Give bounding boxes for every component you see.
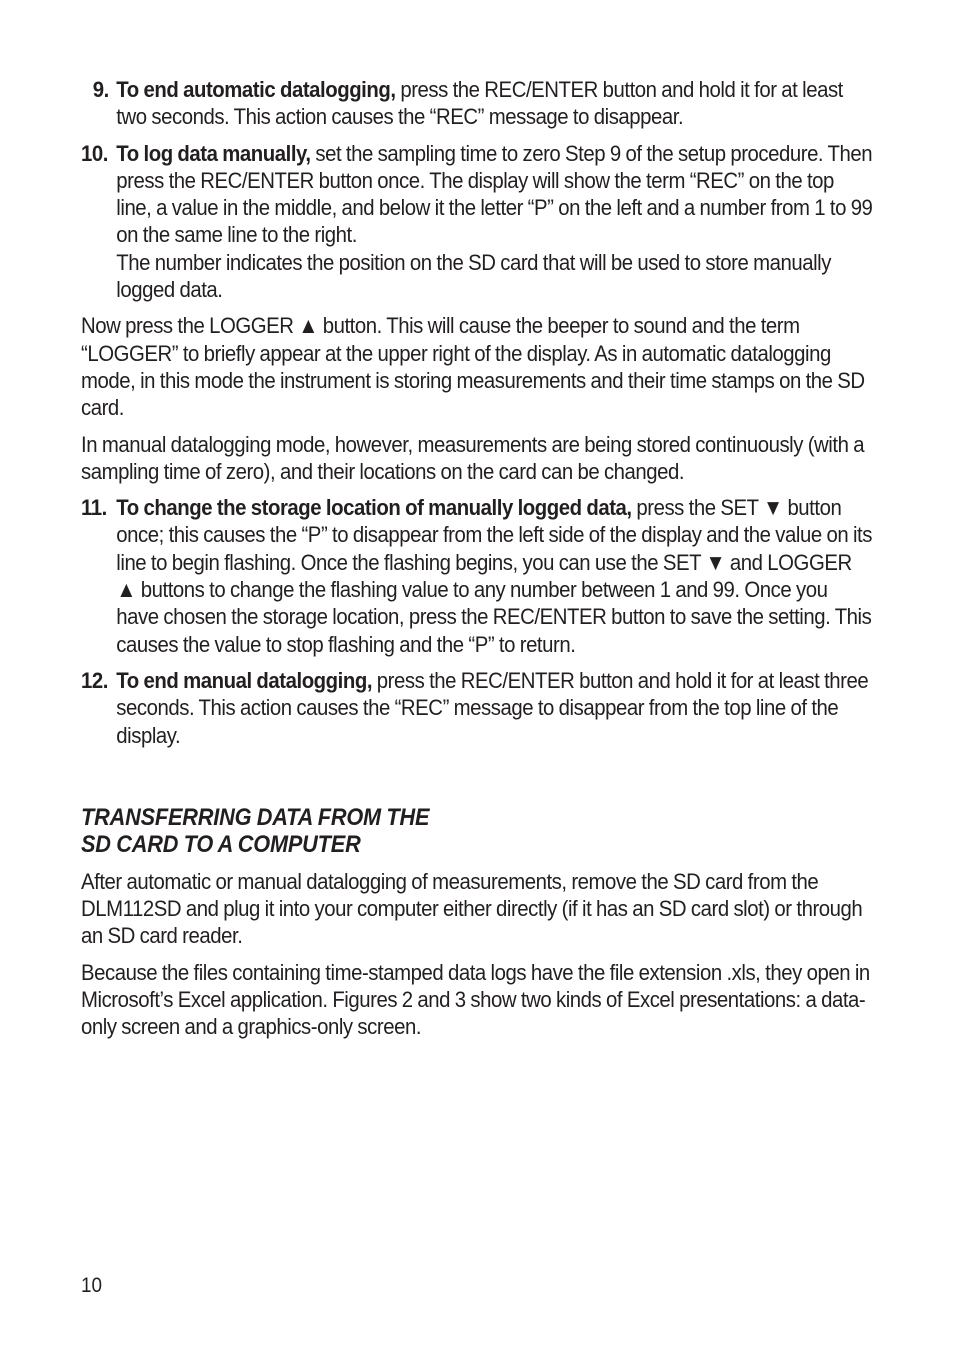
step-number: 9. bbox=[92, 77, 109, 102]
page-number: 10 bbox=[81, 1274, 103, 1297]
step-lead: To end manual datalogging, bbox=[116, 667, 373, 693]
step-number: 10. bbox=[81, 140, 108, 166]
step-text: press the REC/ENTER button and hold it for at least two seconds. This action causes the “REC” message to disappear. bbox=[116, 77, 843, 130]
step-10 bbox=[81, 140, 873, 304]
step-number: 12. bbox=[81, 667, 108, 693]
body-paragraph: Now press the LOGGER ▲ button. This will cause the beeper to sound and the term “LOGGER” to briefly appear at the upper right of the display. As in automatic datalogging mode, in this mode the instrument is storing measurements and their time stamps on the SD card. bbox=[81, 313, 865, 421]
step-text: press the REC/ENTER button and hold it for at least three seconds. This action causes the “REC” message to disappear from the top line of the display. bbox=[116, 667, 869, 748]
step-text: set the sampling time to zero Step 9 of the setup procedure. Then press the REC/ENTER button once. The display will show the term “REC” on the top line, a value in the middle, and below it the letter “P” on the left and a number from 1 to 99 on the same line to the right. bbox=[116, 140, 873, 248]
step-lead: To end automatic datalogging, bbox=[116, 77, 396, 102]
step-lead: To log data manually, bbox=[116, 140, 311, 166]
section-heading-line: SD CARD TO A COMPUTER bbox=[81, 830, 361, 858]
body-paragraph: After automatic or manual datalogging of measurements, remove the SD card from the DLM112SD and plug it into your computer either directly (if it has an SD card slot) or through an SD card reader. bbox=[81, 868, 863, 949]
body-paragraph: Because the files containing time-stamped data logs have the file extension .xls, they open in Microsoft’s Excel application. Figures 2 and 3 show two kinds of Excel presentations: a data-only screen and a graphics-only screen. bbox=[81, 959, 870, 1040]
section-spacer bbox=[81, 758, 873, 804]
manual-page-body bbox=[81, 76, 873, 1050]
step-lead: To change the storage location of manually logged data, bbox=[116, 495, 632, 521]
body-paragraph: In manual datalogging mode, however, measurements are being stored continuously (with a sampling time of zero), and their locations on the card can be changed. bbox=[81, 431, 865, 484]
section-heading bbox=[81, 804, 873, 858]
step-number: 11. bbox=[81, 495, 107, 521]
step-12 bbox=[81, 667, 873, 749]
section-heading-line: TRANSFERRING DATA FROM THE bbox=[81, 803, 430, 831]
step-text-continued: The number indicates the position on the SD card that will be used to store manually logged data. bbox=[116, 249, 831, 303]
step-9 bbox=[81, 76, 873, 131]
step-11 bbox=[81, 494, 873, 658]
step-text: press the SET ▼ button once; this causes the “P” to disappear from the left side of the display and the value on its line to begin flashing. Once the flashing begins, you can use the SET ▼ and LOGGER ▲ buttons to change the flashing value to any number between 1 and 99. Once you have chosen the storage location, press the REC/ENTER button to save the setting. This causes the value to stop flashing and the “P” to return. bbox=[116, 495, 872, 657]
